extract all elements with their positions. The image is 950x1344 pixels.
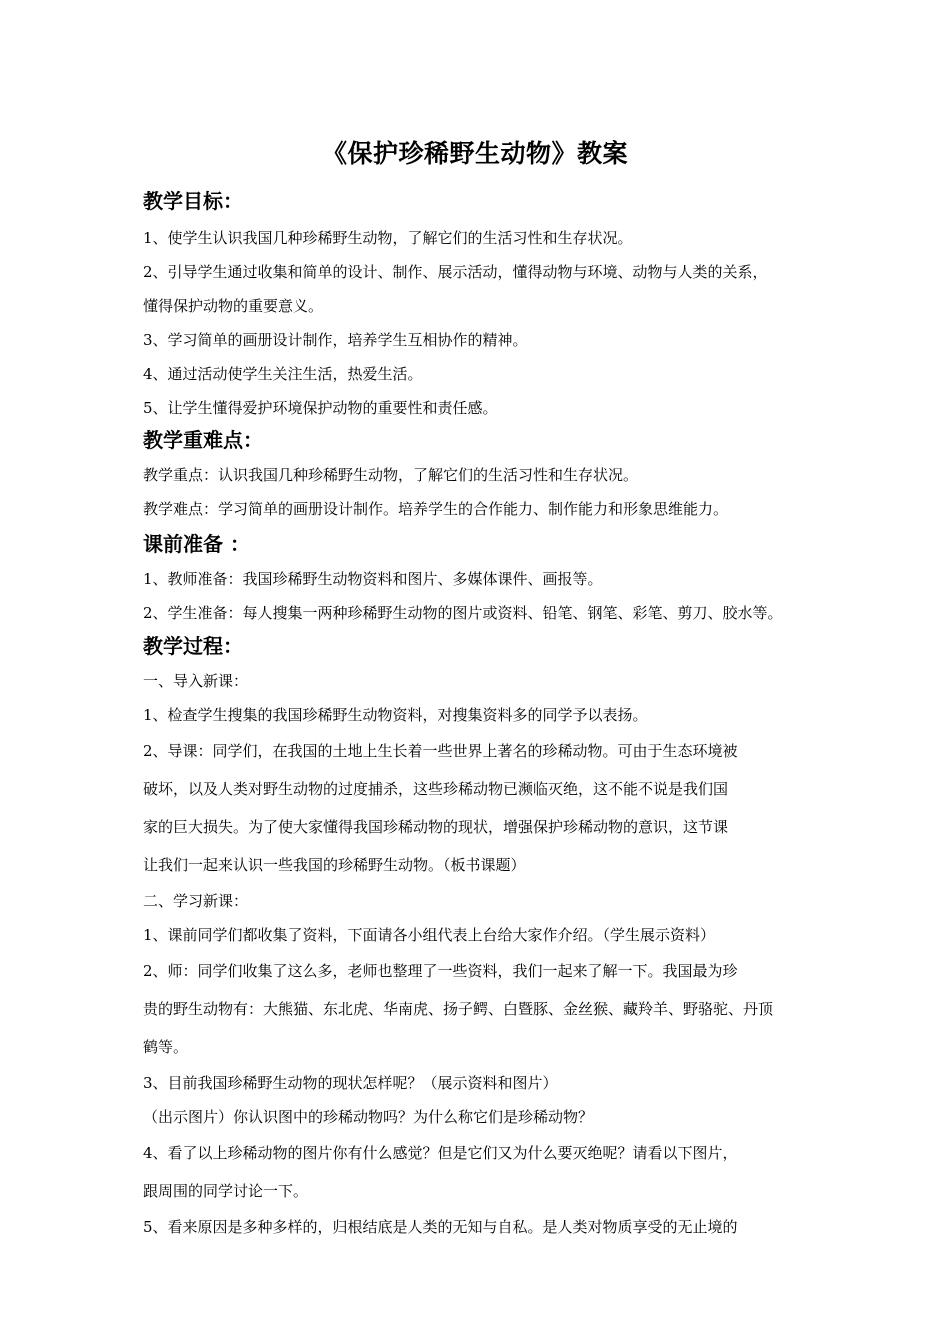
section-teaching-objectives — [143, 186, 823, 216]
paragraph-line: 贵的野生动物有：大熊猫、东北虎、华南虎、扬子鳄、白暨豚、金丝猴、藏羚羊、野骆驼、丹顶 — [143, 1000, 774, 1018]
section-heading: 教学目标： — [143, 189, 243, 213]
section-heading: 教学重难点： — [143, 428, 263, 452]
objectives-body — [143, 221, 823, 425]
paragraph-line: 3、学习简单的画册设计制作，培养学生互相协作的精神。 — [143, 331, 528, 349]
paragraph-line: 1、检查学生搜集的我国珍稀野生动物资料，对搜集资料多的同学予以表扬。 — [143, 706, 648, 724]
paragraph-line: 教学重点：认识我国几种珍稀野生动物，了解它们的生活习性和生存状况。 — [143, 466, 639, 484]
key-points-body — [143, 458, 823, 526]
paragraph-line: 鹤等。 — [143, 1038, 189, 1056]
paragraph-line: 让我们一起来认识一些我国的珍稀野生动物。（板书课题） — [143, 856, 526, 874]
paragraph-line: 二、学习新课： — [143, 892, 249, 910]
paragraph-line: 2、导课：同学们，在我国的土地上生长着一些世界上著名的珍稀动物。可由于生态环境被 — [143, 742, 738, 760]
paragraph-line: 教学难点：学习简单的画册设计制作。培养学生的合作能力、制作能力和形象思维能力。 — [143, 500, 729, 518]
paragraph-line: （出示图片）你认识图中的珍稀动物吗？为什么称它们是珍稀动物？ — [143, 1108, 594, 1126]
paragraph-line: 4、看了以上珍稀动物的图片你有什么感觉？但是它们又为什么要灭绝呢？请看以下图片， — [143, 1144, 738, 1162]
paragraph-line: 1、课前同学们都收集了资料，下面请各小组代表上台给大家作介绍。（学生展示资料） — [143, 926, 716, 944]
paragraph-line: 一、导入新课： — [143, 672, 249, 690]
section-preparation — [143, 529, 823, 559]
section-teaching-process — [143, 631, 823, 661]
paragraph-line: 跟周围的同学讨论一下。 — [143, 1182, 309, 1200]
paragraph-line: 1、教师准备：我国珍稀野生动物资料和图片、多媒体课件、画报等。 — [143, 570, 603, 588]
section-heading: 教学过程： — [143, 634, 243, 658]
process-body — [143, 664, 823, 1244]
preparation-body — [143, 562, 823, 630]
section-heading: 课前准备 ： — [143, 532, 250, 556]
document-title: 《保护珍稀野生动物》教案 — [321, 139, 628, 168]
section-key-difficult-points — [143, 425, 823, 455]
paragraph-line: 破坏，以及人类对野生动物的过度捕杀，这些珍稀动物已濒临灭绝，这不能不说是我们国 — [143, 780, 729, 798]
paragraph-line: 2、学生准备：每人搜集一两种珍稀野生动物的图片或资料、铅笔、钢笔、彩笔、剪刀、胶水等。 — [143, 604, 783, 622]
paragraph-line: 4、通过活动使学生关注生活，热爱生活。 — [143, 365, 423, 383]
paragraph-line: 家的巨大损失。为了使大家懂得我国珍稀动物的现状，增强保护珍稀动物的意识，这节课 — [143, 818, 729, 836]
paragraph-line: 懂得保护动物的重要意义。 — [143, 297, 324, 315]
paragraph-line: 1、使学生认识我国几种珍稀野生动物，了解它们的生活习性和生存状况。 — [143, 229, 633, 247]
paragraph-line: 5、让学生懂得爱护环境保护动物的重要性和责任感。 — [143, 399, 498, 417]
paragraph-line: 2、师：同学们收集了这么多，老师也整理了一些资料，我们一起来了解一下。我国最为珍 — [143, 962, 738, 980]
paragraph-line: 5、看来原因是多种多样的，归根结底是人类的无知与自私。是人类对物质享受的无止境的 — [143, 1218, 738, 1236]
paragraph-line: 3、目前我国珍稀野生动物的现状怎样呢？（展示资料和图片） — [143, 1074, 558, 1092]
paragraph-line: 2、引导学生通过收集和简单的设计、制作、展示活动，懂得动物与环境、动物与人类的关系， — [143, 263, 768, 281]
